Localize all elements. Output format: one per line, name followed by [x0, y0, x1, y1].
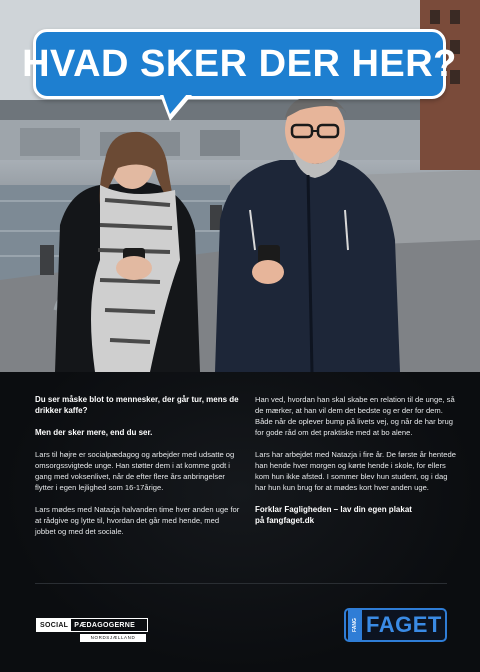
cta-line-2: på fangfaget.dk — [255, 516, 315, 525]
left-paragraph-2: Lars mødes med Natazja halvanden time hver anden uge for at rådgive og lytte til, hvordan det går med hende, med jobbet og med det sociale. — [35, 505, 240, 536]
intro-text: Du ser måske blot to mennesker, der går tur, mens de drikker kaffe? — [35, 395, 239, 415]
left-column — [35, 394, 240, 548]
logo-subtitle: NORDSJÆLLAND — [80, 634, 146, 642]
woman-figure — [55, 132, 200, 372]
bridge — [0, 100, 420, 120]
socialpaedagogerne-logo — [36, 618, 148, 642]
right-paragraph-2: Lars har arbejdet med Natazja i fire år. De første år hentede han hende hver morgen og kørte hende i skole, for ellers kom hun ikke afsted. I sommer blev hun student, og i dag har hun kun brug for at mødes kort hver anden uge. — [255, 450, 456, 492]
logo-segment-social: SOCIAL — [37, 619, 71, 631]
headline: HVAD SKER DER HER? — [22, 42, 457, 85]
cta-line-1: Forklar Fagligheden – lav din egen plakat — [255, 505, 412, 514]
speech-bubble — [22, 29, 457, 99]
text-panel — [0, 372, 480, 672]
logo-word: FAGET — [366, 612, 442, 637]
speech-bubble-tail — [163, 94, 187, 114]
right-column — [255, 394, 460, 537]
logo-tag: FANG — [348, 610, 362, 640]
divider — [35, 583, 447, 584]
logo-segment-paedagogerne: PÆDAGOGERNE — [74, 621, 136, 629]
right-paragraph-1: Han ved, hvordan han skal skabe en relation til de unge, så de mærker, at han vil dem det bedste og er der for dem. Både når de oplever bump på livets vej, og når de har brug for gode råd om det praktiske med at bo alene. — [255, 395, 455, 437]
question-text: Men der sker mere, end du ser. — [35, 428, 153, 437]
fang-faget-logo — [344, 608, 447, 642]
left-paragraph-1: Lars til højre er socialpædagog og arbejder med udsatte og omsorgssvigtede unge. Han støtter dem i at komme godt i gang med voksenlivet, når de efter flere års anbringelser flytter i egen lejlighed som 16-17årige. — [35, 450, 235, 492]
logo-wordmark — [36, 618, 148, 632]
